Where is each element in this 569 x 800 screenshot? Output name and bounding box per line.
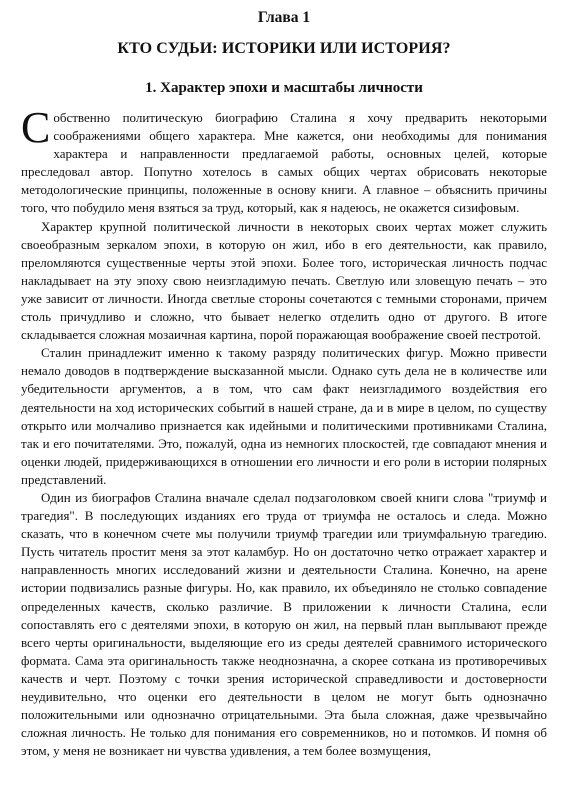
- paragraph-2: Характер крупной политической личности в некоторых своих чертах может служить своеобразным зеркалом эпохи, в которую он жил, ибо в его деятельности, как правило, преломляются существенные черты этой эпохи. Более того, историческая личность подчас накладывает на эту эпоху свою неизгладимую печать. Светлую или зловещую печать – это уже зависит от личности. Иногда светлые стороны сочетаются с темными сторонами, причем столь причудливо и сложно, что бывает нелегко отделить одно от другого. В итоге складывается сложная мозаичная картина, порой поражающая воображение своей пестротой.: [21, 218, 547, 343]
- paragraph-1: [21, 103, 547, 218]
- chapter-title: КТО СУДЬИ: ИСТОРИКИ ИЛИ ИСТОРИЯ?: [117, 40, 451, 57]
- drop-cap-letter: С: [21, 103, 51, 152]
- section-title: 1. Характер эпохи и масштабы личности: [145, 80, 423, 96]
- body-text: [21, 103, 547, 760]
- chapter-label: Глава 1: [257, 9, 311, 26]
- paragraph-4: Один из биографов Сталина вначале сделал подзаголовком своей книги слова "триумф и трагедия". В последующих изданиях его труда от триумфа не осталось и следа. Можно сказать, что в конечном счете мы получили триумф трагедии или триумфальную трагедию. Пусть читатель простит меня за этот каламбур. Но он достаточно четко отражает характер и направленность многих исследований жизни и деятельности Сталина. Конечно, на арене истории подвизались разные фигуры. Но, как правило, их объединяло не столько совпадение определенных качеств, сколько различие. В приложении к личности Сталина, если сопоставлять его с деятелями эпохи, в которую он жил, на первый план выплывают прежде всего черты оригинальности, выделяющие его из среды деятелей сравнимого исторического формата. Сама эта оригинальность также неоднозначна, а скорее соткана из противоречивых качеств и черт. Поэтому с точки зрения исторической справедливости и достоверности неудивительно, что оценки его деятельности в целом не могут быть однозначно положительными или однозначно отрицательными. Эта была сложная, даже чрезвычайно сложная личность. Не только для понимания его современников, но и потомков. И помня об этом, у меня не возникает ни чувства удивления, а тем более возмущения,: [21, 489, 547, 759]
- paragraph-1-text: обственно политическую биографию Сталина я хочу предварить некоторыми соображениями общего характера. Мне кажется, они необходимы для понимания характера и направленности предлагаемой работы, основных целей, которые преследовал автор. Попутно хотелось в самых общих чертах обрисовать некоторые методологические принципы, положенные в основу книги. А главное – объяснить причины того, что побудило меня взяться за труд, который, как я надеюсь, не окажется сизифовым.: [21, 110, 547, 216]
- paragraph-3: Сталин принадлежит именно к такому разряду политических фигур. Можно привести немало доводов в подтверждение высказанной мысли. Однако суть дела не в количестве или убедительности аргументов, а в том, что сам факт неизгладимого воздействия его деятельности на ход исторических событий в нашей стране, да и в мире в целом, по существу открыто или молчаливо признается как идейными и политическими противниками Сталина, так и его почитателями. Это, пожалуй, одна из немногих плоскостей, где совпадают мнения и оценки людей, придерживающихся в отношении его личности и его роли в истории полярных представлений.: [21, 345, 547, 487]
